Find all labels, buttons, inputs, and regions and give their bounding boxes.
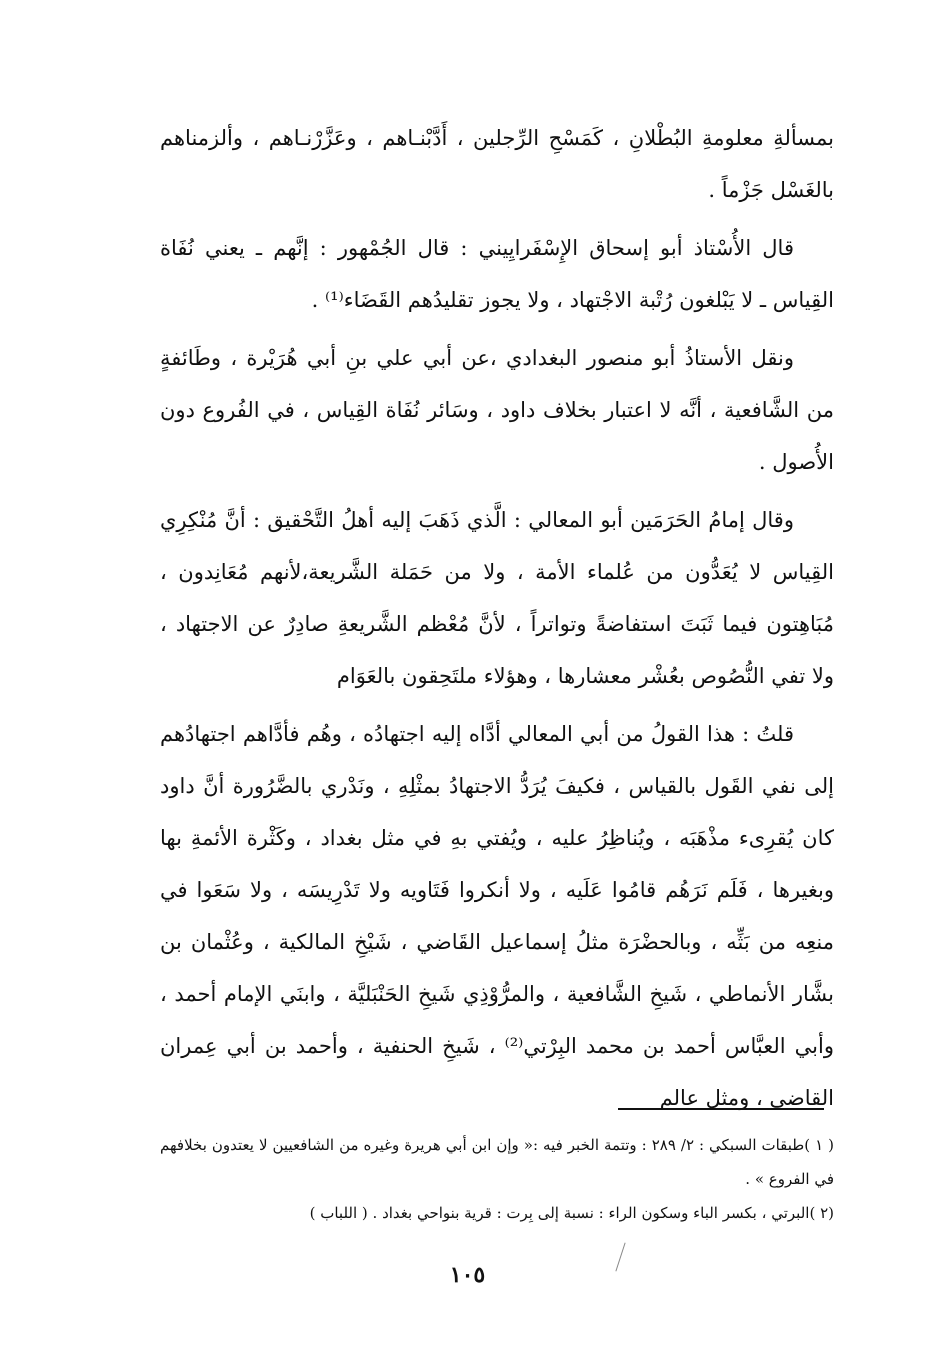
footnotes — [160, 1128, 834, 1230]
paragraph-4: وقال إمامُ الحَرَمَين أبو المعالي : الَّذي ذَهَبَ إليه أهلُ التَّحْقيق : أنَّ مُنْكِرِي القِياس لا يُعَدُّون من عُلماء الأمة ، ولا من حَمَلة الشَّريعة،لأنهم مُعَانِدون ، مُبَاهِتون فيما ثَبَتَ استفاضةً وتواتراً ، لأنَّ مُعْظم الشَّريعةِ صادِرٌ عن الاجتهاد ، ولا تفي النُّصُوص بعُشْر معشارها ، وهؤلاء ملتَحِقون بالعَوَام — [160, 508, 834, 688]
paragraph-5: قلتُ : هذا القولُ من أبي المعالي أدَّاه إليه اجتهادُه ، وهُم فأدَّاهم اجتهادُهم إلى نفي القَول بالقياس ، فكيفَ يُرَدُّ الاجتهادُ بمثْلِهِ ، ونَدْري بالضَّرُورة أنَّ داود كان يُقرِىء مذْهَبَه ، ويُناظِرُ عليه ، ويُفتي بهِ في مثل بغداد ، وكَثْرة الأئمةِ بها وبغيرها ، فَلَم نَرَهُم قامُوا عَلَيه ، ولا أنكروا فَتَاويه ولا تَدْرِيسَه ، ولا سَعَوا في منعِه من بَثِّه ، وبالحضْرَة مثلُ إسماعيل القَاضي ، شَيْخِ المالكية ، وعُثْمان بن بشَّار الأنماطي ، شَيخِ الشَّافعية ، والمرُّوْذِي شَيخِ الحَنْبَليَّة ، وابنَي الإمام أحمد ، وأبي العبَّاس أحمد بن محمد البِرْتي⁽²⁾ ، شَيخِ الحنفية ، وأحمد بن أبي عِمران القاضي ، ومثل عالم — [160, 722, 835, 1110]
main-text — [160, 112, 834, 1124]
footnote-2: (٢ )البرتي ، بكسر الباء وسكون الراء : نسبة إلى بِرت : قرية بنواحي بغداد . ( اللباب ) — [309, 1204, 834, 1222]
paragraph-2: قال الأُسْتاذ أبو إسحاق الإِسْفَرايِيني : قال الجُمْهور : إنَّهم ـ يعني نُفَاة القِياس ـ لا يَبْلغون رُتْبة الاجْتهاد ، ولا يجوز تقليدُهم القَضَاء⁽¹⁾ . — [160, 236, 834, 312]
footnote-1: ( ١ )طبقات السبكي : ٢/ ٢٨٩ : وتتمة الخبر فيه :« وإن ابن أبي هريرة وغيره من الشافعيين لا يعتدون بخلافهم في الفروع » . — [160, 1136, 835, 1188]
footnote-divider — [618, 1108, 824, 1110]
page-number: ١٠٥ — [449, 1262, 486, 1288]
paragraph-1: بمسألةِ معلومةِ البُطْلانِ ، كَمَسْحِ الرِّجلين ، أَدَّبْنـاهم ، وعَزَّرْنـاهم ، وألزمناهم بالغَسْل جَزْماً . — [160, 126, 834, 202]
paragraph-3: ونقل الأستاذُ أبو منصور البغدادي ،عن أبي علي بنِ أبي هُرَيْرة ، وطَائفةٍ من الشَّافعية ، أنَّه لا اعتبار بخلاف داود ، وسَائر نُفَاة القِياس ، في الفُروع دون الأُصول . — [160, 346, 834, 474]
